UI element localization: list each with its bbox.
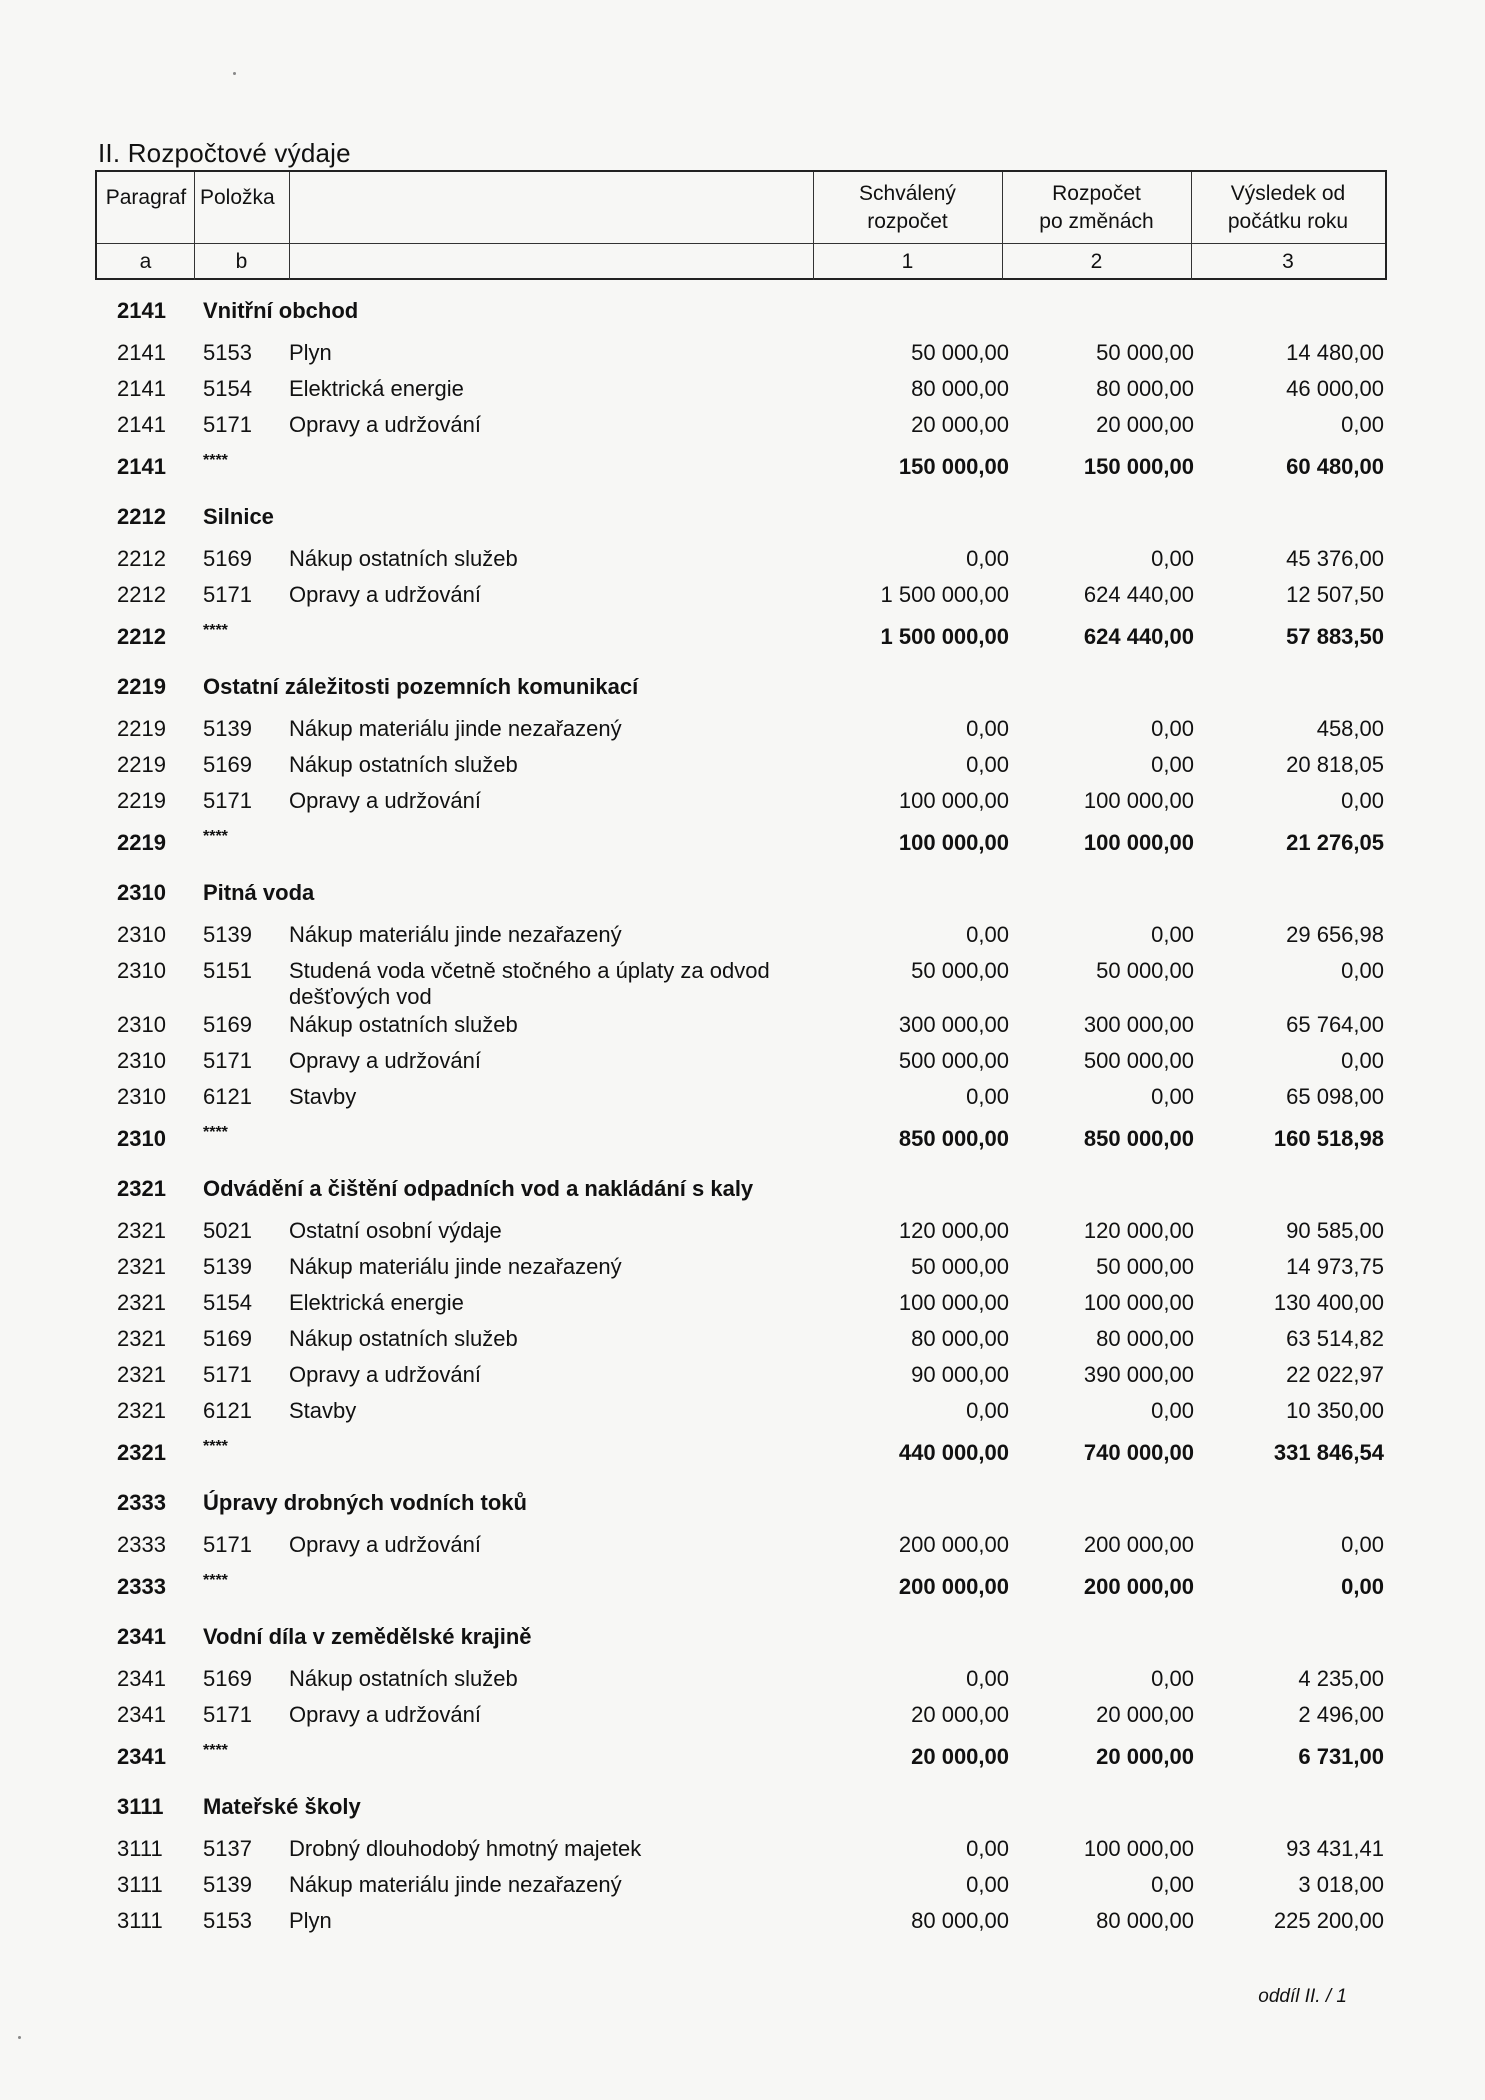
table-row bbox=[0, 376, 1485, 410]
scan-speck bbox=[18, 2036, 21, 2039]
year-to-date-value: 0,00 bbox=[1341, 1048, 1384, 1073]
approved-budget-value: 300 000,00 bbox=[898, 1012, 1009, 1037]
item-description: Nákup materiálu jinde nezařazený bbox=[289, 1872, 622, 1897]
polozka-cell: 5171 bbox=[203, 412, 252, 437]
paragraf-cell: 2219 bbox=[117, 788, 166, 813]
item-description: Plyn bbox=[289, 340, 332, 365]
year-to-date-total: 57 883,50 bbox=[1286, 624, 1384, 649]
paragraf-code: 2212 bbox=[117, 504, 166, 529]
polozka-cell: 5171 bbox=[203, 1048, 252, 1073]
polozka-cell: 5169 bbox=[203, 546, 252, 571]
header-col2-line1: Rozpočet bbox=[1052, 182, 1141, 205]
group-title-row bbox=[0, 674, 1485, 708]
header-col3-line2: počátku roku bbox=[1227, 210, 1349, 233]
approved-budget-value: 0,00 bbox=[966, 546, 1009, 571]
header-col2-line2: po změnách bbox=[1039, 210, 1154, 233]
year-to-date-value: 45 376,00 bbox=[1286, 546, 1384, 571]
subtotal-row bbox=[0, 624, 1485, 658]
item-description: Elektrická energie bbox=[289, 376, 464, 401]
approved-budget-value: 0,00 bbox=[966, 752, 1009, 777]
paragraf-cell: 3111 bbox=[117, 1872, 163, 1897]
paragraf-cell: 2219 bbox=[117, 716, 166, 741]
year-to-date-value: 4 235,00 bbox=[1298, 1666, 1384, 1691]
year-to-date-total: 0,00 bbox=[1341, 1574, 1384, 1599]
year-to-date-value: 90 585,00 bbox=[1286, 1218, 1384, 1243]
revised-budget-value: 390 000,00 bbox=[1083, 1362, 1194, 1387]
table-row bbox=[0, 1048, 1485, 1082]
subtotal-row bbox=[0, 1574, 1485, 1608]
paragraf-cell: 2212 bbox=[117, 546, 166, 571]
subtotal-marker: **** bbox=[203, 1124, 228, 1141]
polozka-cell: 5171 bbox=[203, 788, 252, 813]
table-row bbox=[0, 582, 1485, 616]
year-to-date-value: 225 200,00 bbox=[1273, 1908, 1384, 1933]
group-name: Mateřské školy bbox=[203, 1794, 361, 1819]
subtotal-row bbox=[0, 1440, 1485, 1474]
year-to-date-total: 160 518,98 bbox=[1273, 1126, 1384, 1151]
revised-budget-value: 0,00 bbox=[1151, 1872, 1194, 1897]
item-description: Nákup ostatních služeb bbox=[289, 546, 518, 571]
year-to-date-value: 3 018,00 bbox=[1298, 1872, 1384, 1897]
revised-budget-value: 80 000,00 bbox=[1096, 1326, 1194, 1351]
approved-budget-total: 20 000,00 bbox=[911, 1744, 1009, 1769]
revised-budget-value: 20 000,00 bbox=[1096, 1702, 1194, 1727]
header-polozka: Položka bbox=[200, 186, 275, 209]
table-row bbox=[0, 1290, 1485, 1324]
year-to-date-total: 6 731,00 bbox=[1298, 1744, 1384, 1769]
year-to-date-value: 63 514,82 bbox=[1286, 1326, 1384, 1351]
paragraf-cell: 3111 bbox=[117, 1836, 163, 1861]
table-row bbox=[0, 1702, 1485, 1736]
year-to-date-value: 14 973,75 bbox=[1286, 1254, 1384, 1279]
table-row bbox=[0, 716, 1485, 750]
table-row bbox=[0, 1326, 1485, 1360]
table-row bbox=[0, 958, 1485, 1009]
item-description: Nákup materiálu jinde nezařazený bbox=[289, 922, 622, 947]
revised-budget-value: 50 000,00 bbox=[1096, 340, 1194, 365]
approved-budget-value: 80 000,00 bbox=[911, 1326, 1009, 1351]
approved-budget-value: 50 000,00 bbox=[911, 1254, 1009, 1279]
group-name: Vnitřní obchod bbox=[203, 298, 359, 323]
approved-budget-value: 20 000,00 bbox=[911, 412, 1009, 437]
subtotal-marker: **** bbox=[203, 1742, 228, 1759]
item-description: Opravy a udržování bbox=[289, 582, 481, 607]
year-to-date-value: 0,00 bbox=[1341, 788, 1384, 813]
group-title-row bbox=[0, 1624, 1485, 1658]
approved-budget-value: 0,00 bbox=[966, 1084, 1009, 1109]
group-title-row bbox=[0, 1490, 1485, 1524]
item-description: Nákup ostatních služeb bbox=[289, 1326, 518, 1351]
paragraf-cell: 2310 bbox=[117, 1048, 166, 1073]
paragraf-cell: 2321 bbox=[117, 1398, 166, 1423]
subtotal-marker: **** bbox=[203, 1438, 228, 1455]
year-to-date-value: 0,00 bbox=[1341, 958, 1384, 983]
table-row bbox=[0, 1362, 1485, 1396]
item-description: Opravy a udržování bbox=[289, 1048, 481, 1073]
approved-budget-value: 500 000,00 bbox=[898, 1048, 1009, 1073]
table-row bbox=[0, 788, 1485, 822]
paragraf-code: 2341 bbox=[117, 1624, 166, 1649]
approved-budget-value: 120 000,00 bbox=[898, 1218, 1009, 1243]
approved-budget-value: 90 000,00 bbox=[911, 1362, 1009, 1387]
table-row bbox=[0, 1398, 1485, 1432]
item-description: Stavby bbox=[289, 1084, 357, 1109]
header-col1-line1: Schválený bbox=[859, 182, 956, 205]
polozka-cell: 5151 bbox=[203, 958, 252, 983]
table-header bbox=[95, 170, 1387, 280]
year-to-date-value: 12 507,50 bbox=[1286, 582, 1384, 607]
year-to-date-value: 20 818,05 bbox=[1286, 752, 1384, 777]
approved-budget-value: 100 000,00 bbox=[898, 788, 1009, 813]
paragraf-cell: 2321 bbox=[117, 1254, 166, 1279]
approved-budget-value: 0,00 bbox=[966, 1398, 1009, 1423]
year-to-date-value: 0,00 bbox=[1341, 1532, 1384, 1557]
year-to-date-value: 65 098,00 bbox=[1286, 1084, 1384, 1109]
year-to-date-value: 22 022,97 bbox=[1286, 1362, 1384, 1387]
group-title-row bbox=[0, 298, 1485, 332]
item-description: Opravy a udržování bbox=[289, 1362, 481, 1387]
header-index-1: 1 bbox=[901, 250, 914, 273]
revised-budget-value: 0,00 bbox=[1151, 1084, 1194, 1109]
year-to-date-value: 2 496,00 bbox=[1298, 1702, 1384, 1727]
approved-budget-total: 100 000,00 bbox=[898, 830, 1009, 855]
table-row bbox=[0, 546, 1485, 580]
revised-budget-value: 0,00 bbox=[1151, 716, 1194, 741]
subtotal-row bbox=[0, 454, 1485, 488]
revised-budget-value: 0,00 bbox=[1151, 1398, 1194, 1423]
item-description: Nákup ostatních služeb bbox=[289, 1666, 518, 1691]
item-description: Nákup ostatních služeb bbox=[289, 1012, 518, 1037]
page-footer: oddíl II. / 1 bbox=[1258, 1986, 1347, 2007]
approved-budget-value: 0,00 bbox=[966, 922, 1009, 947]
revised-budget-total: 850 000,00 bbox=[1083, 1126, 1194, 1151]
revised-budget-total: 624 440,00 bbox=[1083, 624, 1194, 649]
approved-budget-value: 0,00 bbox=[966, 1666, 1009, 1691]
year-to-date-value: 0,00 bbox=[1341, 412, 1384, 437]
table-row bbox=[0, 1254, 1485, 1288]
revised-budget-value: 50 000,00 bbox=[1096, 958, 1194, 983]
group-name: Úpravy drobných vodních toků bbox=[203, 1490, 527, 1515]
revised-budget-value: 300 000,00 bbox=[1083, 1012, 1194, 1037]
header-index-3: 3 bbox=[1282, 250, 1294, 273]
revised-budget-value: 20 000,00 bbox=[1096, 412, 1194, 437]
paragraf-cell: 2321 bbox=[117, 1326, 166, 1351]
revised-budget-value: 0,00 bbox=[1151, 1666, 1194, 1691]
paragraf-cell: 2310 bbox=[117, 1012, 166, 1037]
year-to-date-total: 21 276,05 bbox=[1286, 830, 1384, 855]
approved-budget-value: 1 500 000,00 bbox=[880, 582, 1009, 607]
table-row bbox=[0, 412, 1485, 446]
paragraf-cell: 2321 bbox=[117, 1362, 166, 1387]
item-description: Nákup ostatních služeb bbox=[289, 752, 518, 777]
paragraf-cell: 2141 bbox=[117, 376, 166, 401]
subtotal-row bbox=[0, 830, 1485, 864]
revised-budget-value: 50 000,00 bbox=[1096, 1254, 1194, 1279]
item-description: Opravy a udržování bbox=[289, 1702, 481, 1727]
approved-budget-total: 150 000,00 bbox=[898, 454, 1009, 479]
revised-budget-value: 0,00 bbox=[1151, 752, 1194, 777]
polozka-cell: 5139 bbox=[203, 1872, 252, 1897]
approved-budget-value: 0,00 bbox=[966, 1872, 1009, 1897]
approved-budget-total: 850 000,00 bbox=[898, 1126, 1009, 1151]
paragraf-cell: 2321 bbox=[117, 1290, 166, 1315]
header-separator bbox=[97, 243, 1385, 244]
subtotal-row bbox=[0, 1744, 1485, 1778]
polozka-cell: 5139 bbox=[203, 922, 252, 947]
item-description: Drobný dlouhodobý hmotný majetek bbox=[289, 1836, 642, 1861]
approved-budget-total: 1 500 000,00 bbox=[880, 624, 1009, 649]
polozka-cell: 5169 bbox=[203, 1666, 252, 1691]
paragraf-code: 2310 bbox=[117, 880, 166, 905]
revised-budget-value: 0,00 bbox=[1151, 922, 1194, 947]
paragraf-code: 2321 bbox=[117, 1176, 166, 1201]
approved-budget-total: 440 000,00 bbox=[898, 1440, 1009, 1465]
revised-budget-value: 120 000,00 bbox=[1083, 1218, 1194, 1243]
item-description: Opravy a udržování bbox=[289, 412, 481, 437]
polozka-cell: 5169 bbox=[203, 1326, 252, 1351]
paragraf-cell: 2310 bbox=[117, 922, 166, 947]
subtotal-marker: **** bbox=[203, 452, 228, 469]
section-title: II. Rozpočtové výdaje bbox=[98, 138, 351, 168]
year-to-date-value: 458,00 bbox=[1316, 716, 1384, 741]
paragraf-code: 3111 bbox=[117, 1794, 164, 1819]
approved-budget-value: 80 000,00 bbox=[911, 1908, 1009, 1933]
group-title-row bbox=[0, 1176, 1485, 1210]
approved-budget-value: 200 000,00 bbox=[898, 1532, 1009, 1557]
paragraf-cell: 2341 bbox=[117, 1744, 166, 1769]
group-name: Odvádění a čištění odpadních vod a nakládání s kaly bbox=[203, 1176, 754, 1201]
table-row bbox=[0, 1836, 1485, 1870]
polozka-cell: 5171 bbox=[203, 1702, 252, 1727]
paragraf-cell: 2321 bbox=[117, 1218, 166, 1243]
subtotal-marker: **** bbox=[203, 1572, 228, 1589]
group-name: Silnice bbox=[203, 504, 274, 529]
revised-budget-value: 200 000,00 bbox=[1083, 1532, 1194, 1557]
year-to-date-value: 14 480,00 bbox=[1286, 340, 1384, 365]
polozka-cell: 5171 bbox=[203, 1362, 252, 1387]
revised-budget-total: 100 000,00 bbox=[1083, 830, 1194, 855]
year-to-date-value: 93 431,41 bbox=[1286, 1836, 1384, 1861]
revised-budget-value: 100 000,00 bbox=[1083, 788, 1194, 813]
header-col1-line2: rozpočet bbox=[867, 210, 948, 233]
polozka-cell: 5169 bbox=[203, 752, 252, 777]
revised-budget-value: 500 000,00 bbox=[1083, 1048, 1194, 1073]
paragraf-cell: 2141 bbox=[117, 412, 166, 437]
paragraf-cell: 2333 bbox=[117, 1532, 166, 1557]
table-row bbox=[0, 1532, 1485, 1566]
table-row bbox=[0, 340, 1485, 374]
approved-budget-value: 0,00 bbox=[966, 716, 1009, 741]
paragraf-cell: 2310 bbox=[117, 1126, 166, 1151]
group-name: Vodní díla v zemědělské krajině bbox=[203, 1624, 532, 1649]
year-to-date-total: 331 846,54 bbox=[1273, 1440, 1384, 1465]
paragraf-cell: 2310 bbox=[117, 1084, 166, 1109]
paragraf-cell: 2333 bbox=[117, 1574, 166, 1599]
polozka-cell: 5153 bbox=[203, 340, 252, 365]
year-to-date-value: 65 764,00 bbox=[1286, 1012, 1384, 1037]
revised-budget-total: 200 000,00 bbox=[1083, 1574, 1194, 1599]
paragraf-cell: 2212 bbox=[117, 582, 166, 607]
table-row bbox=[0, 1666, 1485, 1700]
table-row bbox=[0, 1218, 1485, 1252]
approved-budget-value: 0,00 bbox=[966, 1836, 1009, 1861]
paragraf-cell: 2219 bbox=[117, 752, 166, 777]
polozka-cell: 5169 bbox=[203, 1012, 252, 1037]
polozka-cell: 5171 bbox=[203, 1532, 252, 1557]
paragraf-code: 2141 bbox=[117, 298, 166, 323]
group-title-row bbox=[0, 880, 1485, 914]
group-title-row bbox=[0, 504, 1485, 538]
year-to-date-value: 130 400,00 bbox=[1273, 1290, 1384, 1315]
approved-budget-value: 80 000,00 bbox=[911, 376, 1009, 401]
paragraf-cell: 2341 bbox=[117, 1702, 166, 1727]
item-description: Ostatní osobní výdaje bbox=[289, 1218, 502, 1243]
table-row bbox=[0, 1084, 1485, 1118]
paragraf-cell: 2141 bbox=[117, 340, 166, 365]
year-to-date-total: 60 480,00 bbox=[1286, 454, 1384, 479]
table-row bbox=[0, 1872, 1485, 1906]
paragraf-code: 2219 bbox=[117, 674, 166, 699]
table-row bbox=[0, 1908, 1485, 1942]
subtotal-row bbox=[0, 1126, 1485, 1160]
revised-budget-value: 624 440,00 bbox=[1083, 582, 1194, 607]
header-divider bbox=[289, 172, 290, 280]
scan-speck bbox=[233, 72, 236, 75]
item-description: Opravy a udržování bbox=[289, 788, 481, 813]
revised-budget-value: 80 000,00 bbox=[1096, 1908, 1194, 1933]
table-row bbox=[0, 922, 1485, 956]
revised-budget-value: 80 000,00 bbox=[1096, 376, 1194, 401]
approved-budget-value: 50 000,00 bbox=[911, 958, 1009, 983]
item-description: Nákup materiálu jinde nezařazený bbox=[289, 1254, 622, 1279]
polozka-cell: 5171 bbox=[203, 582, 252, 607]
polozka-cell: 5154 bbox=[203, 376, 252, 401]
table-row bbox=[0, 1012, 1485, 1046]
group-title-row bbox=[0, 1794, 1485, 1828]
paragraf-cell: 2141 bbox=[117, 454, 166, 479]
revised-budget-value: 100 000,00 bbox=[1083, 1836, 1194, 1861]
item-description: Stavby bbox=[289, 1398, 357, 1423]
approved-budget-value: 100 000,00 bbox=[898, 1290, 1009, 1315]
year-to-date-value: 46 000,00 bbox=[1286, 376, 1384, 401]
item-description: Nákup materiálu jinde nezařazený bbox=[289, 716, 622, 741]
group-name: Ostatní záležitosti pozemních komunikací bbox=[203, 674, 639, 699]
polozka-cell: 6121 bbox=[203, 1398, 252, 1423]
polozka-cell: 5139 bbox=[203, 716, 252, 741]
subtotal-marker: **** bbox=[203, 828, 228, 845]
paragraf-cell: 3111 bbox=[117, 1908, 163, 1933]
header-index-2: 2 bbox=[1090, 250, 1103, 273]
paragraf-code: 2333 bbox=[117, 1490, 166, 1515]
polozka-cell: 6121 bbox=[203, 1084, 252, 1109]
paragraf-cell: 2341 bbox=[117, 1666, 166, 1691]
polozka-cell: 5153 bbox=[203, 1908, 252, 1933]
approved-budget-total: 200 000,00 bbox=[898, 1574, 1009, 1599]
approved-budget-value: 50 000,00 bbox=[911, 340, 1009, 365]
polozka-cell: 5139 bbox=[203, 1254, 252, 1279]
subtotal-marker: **** bbox=[203, 622, 228, 639]
polozka-cell: 5154 bbox=[203, 1290, 252, 1315]
item-description: Elektrická energie bbox=[289, 1290, 464, 1315]
revised-budget-total: 150 000,00 bbox=[1083, 454, 1194, 479]
item-description: Plyn bbox=[289, 1908, 332, 1933]
header-index-a: a bbox=[139, 250, 152, 273]
polozka-cell: 5137 bbox=[203, 1836, 252, 1861]
approved-budget-value: 20 000,00 bbox=[911, 1702, 1009, 1727]
item-description: Studená voda včetně stočného a úplaty za odvod dešťových vod bbox=[289, 958, 770, 1009]
year-to-date-value: 29 656,98 bbox=[1286, 922, 1384, 947]
table-row bbox=[0, 752, 1485, 786]
revised-budget-value: 0,00 bbox=[1151, 546, 1194, 571]
header-col3-line1: Výsledek od bbox=[1230, 182, 1346, 205]
year-to-date-value: 10 350,00 bbox=[1286, 1398, 1384, 1423]
group-name: Pitná voda bbox=[203, 880, 315, 905]
revised-budget-value: 100 000,00 bbox=[1083, 1290, 1194, 1315]
item-description: Opravy a udržování bbox=[289, 1532, 481, 1557]
revised-budget-total: 20 000,00 bbox=[1096, 1744, 1194, 1769]
polozka-cell: 5021 bbox=[203, 1218, 252, 1243]
paragraf-cell: 2310 bbox=[117, 958, 166, 983]
paragraf-cell: 2219 bbox=[117, 830, 166, 855]
paragraf-cell: 2321 bbox=[117, 1440, 166, 1465]
revised-budget-total: 740 000,00 bbox=[1083, 1440, 1194, 1465]
paragraf-cell: 2212 bbox=[117, 624, 166, 649]
header-paragraf: Paragraf bbox=[105, 186, 187, 209]
header-index-b: b bbox=[235, 250, 248, 273]
